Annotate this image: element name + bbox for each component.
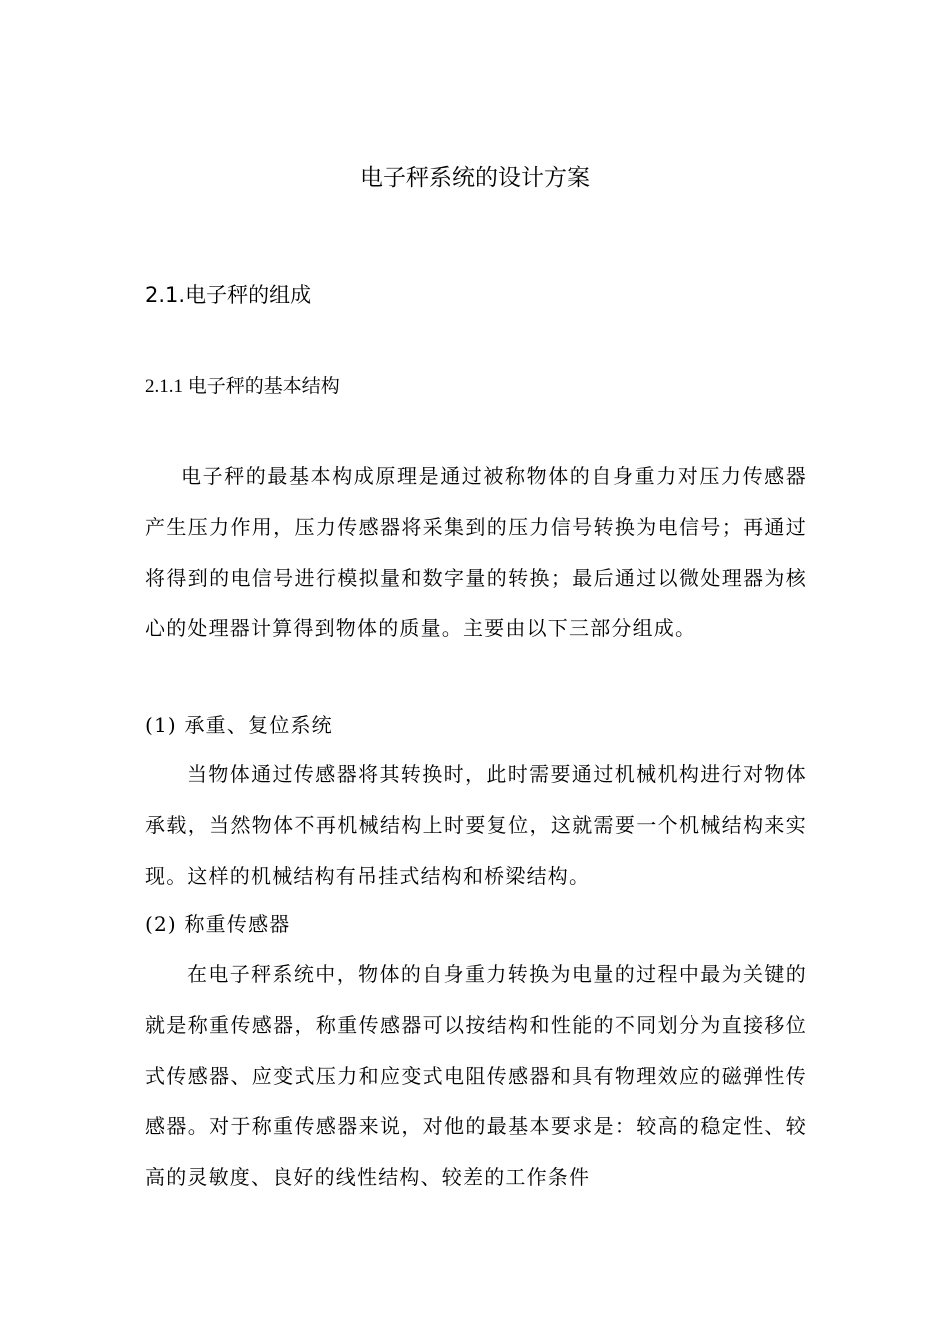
item1-paragraph: 当物体通过传感器将其转换时，此时需要通过机械机构进行对物体承载，当然物体不再机械结构上时要复位，这就需要一个机械结构来实现。这样的机械结构有吊挂式结构和桥梁结构。 — [145, 762, 807, 888]
intro-paragraph: 电子秤的最基本构成原理是通过被称物体的自身重力对压力传感器产生压力作用，压力传感器将采集到的压力信号转换为电信号；再通过将得到的电信号进行模拟量和数字量的转换；最后通过以微处理器为核心的处理器计算得到物体的质量。主要由以下三部分组成。 — [145, 464, 807, 641]
section-heading: 2.1.电子秤的组成 — [145, 283, 312, 307]
subsection-heading — [145, 371, 340, 402]
subsection-title: 电子秤的基本结构 — [187, 375, 340, 397]
item1-heading: (1) 承重、复位系统 — [145, 713, 333, 737]
document-title: 电子秤系统的设计方案 — [360, 165, 590, 191]
subsection-number: 2.1.1 — [145, 376, 188, 397]
item2-paragraph: 在电子秤系统中，物体的自身重力转换为电量的过程中最为关键的就是称重传感器，称重传感器可以按结构和性能的不同划分为直接移位式传感器、应变式压力和应变式电阻传感器和具有物理效应的磁弹性传感器。对于称重传感器来说，对他的最基本要求是：较高的稳定性、较高的灵敏度、良好的线性结构、较差的工作条件 — [145, 962, 807, 1190]
item2-heading: (2) 称重传感器 — [145, 912, 291, 936]
